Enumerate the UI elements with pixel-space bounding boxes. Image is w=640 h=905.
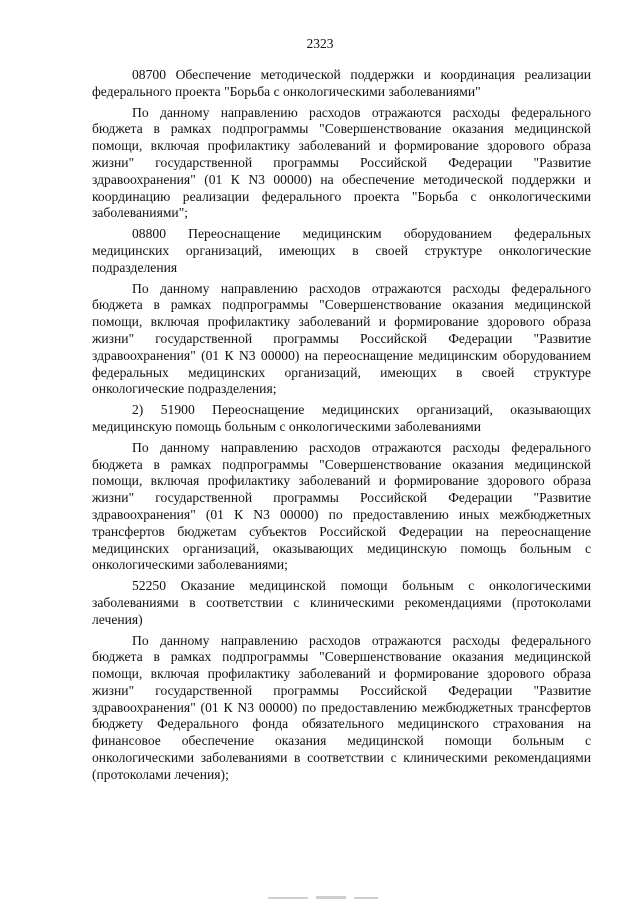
section-description-08700: По данному направлению расходов отражаются расходы федерального бюджета в рамках подпрограммы "Совершенствование оказания медицинской помощи, включая профилактику заболеваний и формирование здорового образа жизни" государственной программы Российской Федерации "Развитие здравоохранения" (01 К N3 00000) на обеспечение методической поддержки и координацию реализации федерального проекта "Борьба с онкологическими заболеваниями";: [92, 104, 591, 221]
section-description-52250: По данному направлению расходов отражаются расходы федерального бюджета в рамках подпрограммы "Совершенствование оказания медицинской помощи, включая профилактику заболеваний и формирование здорового образа жизни" государственной программы Российской Федерации "Развитие здравоохранения" (01 К N3 00000) по предоставлению межбюджетных трансфертов бюджету Федерального фонда обязательного медицинского страхования на финансовое обеспечение оказания медицинской помощи больным с онкологическими заболеваниями в соответствии с клиническими рекомендациями (протоколами лечения);: [92, 632, 591, 782]
scan-artifact-mark: [268, 895, 378, 901]
section-heading-08800: 08800 Переоснащение медицинским оборудованием федеральных медицинских организаций, имеющих в своей структуре онкологические подразделения: [92, 226, 591, 275]
page-number: 2323: [306, 36, 334, 51]
section-description-08800: По данному направлению расходов отражаются расходы федерального бюджета в рамках подпрограммы "Совершенствование оказания медицинской помощи, включая профилактику заболеваний и формирование здорового образа жизни" государственной программы Российской Федерации "Развитие здравоохранения" (01 К N3 00000) на переоснащение медицинским оборудованием федеральных медицинских организаций, имеющих в своей структуре онкологические подразделения;: [92, 280, 591, 397]
section-heading-08700: 08700 Обеспечение методической поддержки и координация реализации федерального проекта "Борьба с онкологическими заболеваниями": [92, 67, 591, 99]
section-heading-51900: 2) 51900 Переоснащение медицинских организаций, оказывающих медицинскую помощь больным с онкологическими заболеваниями: [92, 402, 591, 434]
section-heading-52250: 52250 Оказание медицинской помощи больным с онкологическими заболеваниями в соответствии с клиническими рекомендациями (протоколами лечения): [92, 578, 591, 627]
document-body: [92, 67, 591, 788]
section-description-51900: По данному направлению расходов отражаются расходы федерального бюджета в рамках подпрограммы "Совершенствование оказания медицинской помощи, включая профилактику заболеваний и формирование здорового образа жизни" государственной программы Российской Федерации "Развитие здравоохранения" (01 К N3 00000) по предоставлению иных межбюджетных трансфертов бюджетам субъектов Российской Федерации на переоснащение медицинских организаций, оказывающих медицинскую помощь больным с онкологическими заболеваниями;: [92, 439, 591, 573]
